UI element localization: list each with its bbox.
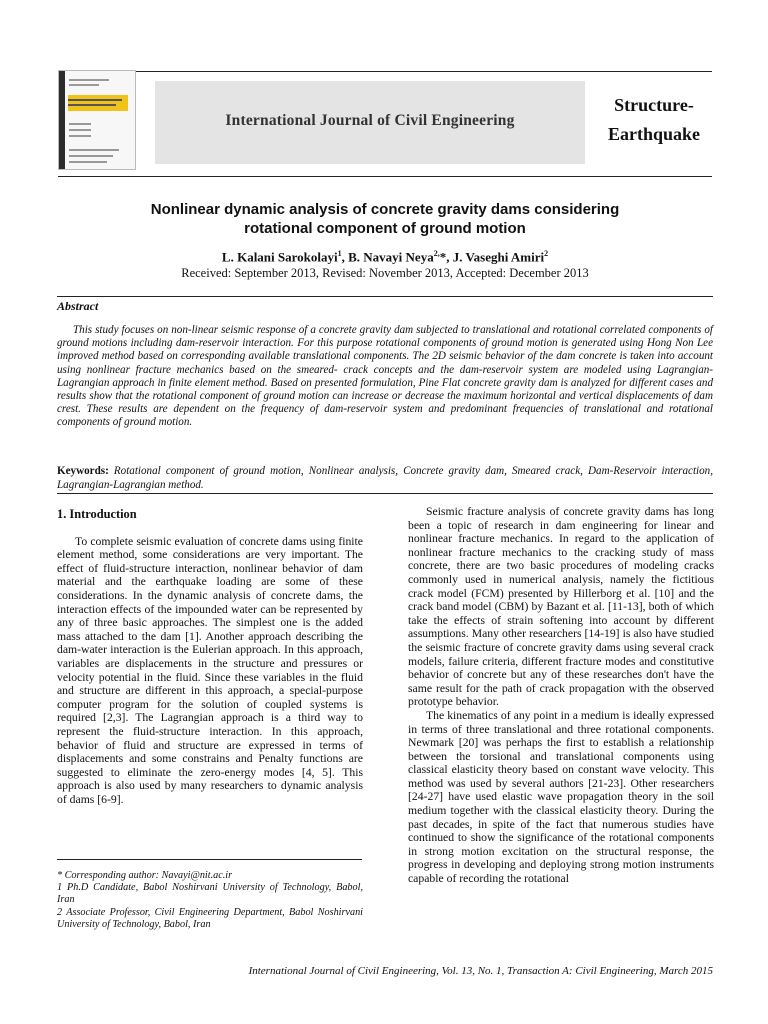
footnote-2: 2 Associate Professor, Civil Engineering Department, Babol Noshirvani University of Technology, Babol, Iran: [57, 906, 363, 930]
keywords: [57, 464, 713, 492]
column-left: [57, 508, 363, 806]
section-line-1: Structure-: [614, 95, 694, 115]
keywords-label: Keywords:: [57, 465, 109, 477]
body-paragraph: Seismic fracture analysis of concrete gravity dams has long been a topic of research in dam engineering for linear and nonlinear fracture mechanics. In regard to the application of nonlinear fracture mechanics to the cracking study of mass concrete, there are two basic procedures of modeling cracks commonly used in numerical analysis, namely the fictitious crack model (FCM) presented by Hillerborg et al. [10] and the crack band model (CBM) by Bazant et al. [11-13], both of which take the effects of strain softening into account by different assumptions. Many other researchers [14-19] is also have studied the seismic fracture of concrete gravity dams using several crack models, failure criteria, different fracture modes and constitutive behavior of concrete but any of these researches don't have the same result for the path of crack propagation with the observed prototype behavior.: [408, 505, 714, 709]
cover-line: [69, 161, 107, 163]
abstract-text: This study focuses on non-linear seismic response of a concrete gravity dam subjected to translational and rotational correlated components of ground motions including dam-reservoir interaction. For this purpose rotational components of ground motion is generated using Hong Non Lee improved method based on corresponding available translational components. The 2D seismic behavior of the dam concrete is taken into account using nonlinear fracture mechanics based on the smeared- crack concepts and the dam-reservoir system are modeled using Lagrangian-Lagrangian approach in finite element method. Based on presented formulation, Pine Flat concrete gravity dam is analyzed for different cases and results show that the rotational component of ground motion can increase or decrease the maximum horizontal and vertical displacements of dam crest. These results are dependent on the frequency of dam-reservoir system and predominant frequencies of translational and rotational components of ground motion.: [57, 324, 713, 429]
journal-name: International Journal of Civil Engineering: [225, 112, 515, 129]
cover-line: [69, 129, 91, 131]
author-name: B. Navayi Neya: [348, 249, 434, 265]
section-heading-introduction: 1. Introduction: [57, 507, 137, 521]
author-list: [60, 249, 710, 265]
author-affiliation-mark: 1: [337, 249, 342, 258]
journal-cover-thumbnail: [58, 70, 136, 170]
journal-banner: [155, 81, 585, 164]
title-line-1: Nonlinear dynamic analysis of concrete gravity dams considering: [150, 201, 620, 218]
author-affiliation-mark: 2,: [433, 249, 440, 258]
page-footer-citation: International Journal of Civil Engineering, Vol. 13, No. 1, Transaction A: Civil Engineering, March 2015: [248, 965, 713, 977]
title-line-2: rotational component of ground motion: [244, 220, 526, 237]
author-separator: ,: [341, 249, 349, 265]
footnote-1: 1 Ph.D Candidate, Babol Noshirvani University of Technology, Babol, Iran: [57, 882, 363, 906]
abstract-bottom-rule: [57, 493, 713, 494]
cover-line: [68, 99, 122, 101]
abstract-heading: Abstract: [57, 299, 99, 313]
section-line-2: Earthquake: [607, 124, 701, 144]
keywords-text: Rotational component of ground motion, Nonlinear analysis, Concrete gravity dam, Smeared crack, Dam-Reservoir interaction, Lagrangian-Lagrangian method.: [57, 465, 713, 491]
column-right: [408, 505, 714, 886]
author-name: J. Vaseghi Amiri: [452, 249, 545, 265]
header-top-rule: [136, 71, 712, 72]
cover-spine: [59, 71, 65, 169]
cover-line: [69, 155, 113, 157]
author-separator: *,: [439, 249, 453, 265]
abstract-top-rule: [57, 296, 713, 297]
cover-line: [69, 135, 91, 137]
cover-title-block: [68, 95, 128, 111]
author-name: L. Kalani Sarokolayi: [221, 249, 338, 265]
footnote-corresponding-author: * Corresponding author: Navayi@nit.ac.ir: [57, 870, 233, 881]
author-affiliation-mark: 2: [544, 249, 549, 258]
header-bottom-rule: [58, 176, 712, 177]
cover-line: [69, 84, 99, 86]
cover-line: [68, 104, 116, 106]
submission-dates: Received: September 2013, Revised: November 2013, Accepted: December 2013: [181, 266, 589, 280]
footnote-rule: [57, 859, 362, 860]
cover-line: [69, 123, 91, 125]
paper-title: [60, 200, 710, 238]
section-tag: [598, 91, 710, 149]
cover-line: [69, 79, 109, 81]
cover-line: [69, 149, 119, 151]
body-paragraph: To complete seismic evaluation of concrete dams using finite element method, some considerations are very important. The effect of fluid-structure interaction, nonlinear behavior of dam material and the earthquake loading are some of these considerations. In the dynamic analysis of concrete dams, the interaction effects of the impounded water can be represented by any of three basic approaches. The simplest one is the added mass attached to the dam [1]. Another approach describing the dam-water interaction is the Eulerian approach. In this approach, variables are displacements in the structure and pressures or velocity potential in the fluid. Since these variables in the fluid and structure are different in this approach, a special-purpose computer program for the solution of coupled systems is required [2,3]. The Lagrangian approach is a third way to represent the fluid-structure interaction. In this approach, behavior of fluid and structure are expressed in terms of displacements and some constrains and Penalty functions are suggested to eliminate the zero-energy modes [4, 5]. This approach is also used by many researchers to dynamic analysis of dams [6-9].: [57, 534, 363, 806]
footnotes: [57, 870, 363, 931]
body-paragraph: The kinematics of any point in a medium is ideally expressed in terms of three translational and three rotational components. Newmark [20] was perhaps the first to establish a relationship between the torsional and translational components using classical elasticity theory based on constant wave velocity. This method was used by several authors [21-23]. Other researchers [24-27] have used elastic wave propagation theory in the soil medium together with the classical elasticity theory. During the past decades, in spite of the fact that numerous studies have continued to show the significance of the rotational components in strong motion excitation on the structural response, the progress in developing and deploying strong motion instruments capable of recording the rotational: [408, 708, 714, 886]
